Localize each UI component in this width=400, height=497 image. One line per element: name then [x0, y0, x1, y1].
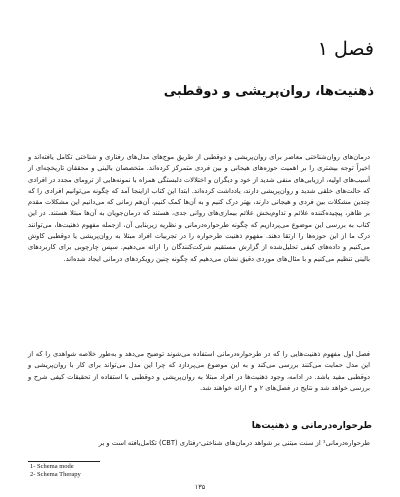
page-number: ۱۳۵: [194, 483, 206, 491]
section-paragraph: طرحواره‌درمانی¹ از سنت مبتنی بر شواهد درمان‌های شناختی-رفتاری (CBT) تکامل‌یافته است و بر: [98, 439, 370, 447]
body-paragraph-2: فصل اول مفهوم ذهنیت‌هایی را که در طرحواره‌درمانی استفاده می‌شوند توضیح می‌دهد و به‌طور خلاصه شواهدی را که از این مدل حمایت می‌کنند بررسی می‌کند و به این موضوع می‌پردازد که چرا این مدل می‌تواند برای کار با روان‌پریشی و دوقطبی مفید باشد. در ادامه، وجود ذهنیت‌ها در افراد مبتلا به روان‌پریشی و دوقطبی با استفاده از تحقیقات کیفی شرح و بررسی خواهد شد و نتایج در فصل‌های ۲ و ۳ ارائه خواهند شد.: [28, 350, 370, 392]
footnote-item: 1- Schema mode: [30, 463, 74, 470]
footnotes: [30, 463, 230, 479]
chapter-title: ذهنیت‌ها، روان‌پریشی و دوقطبی: [163, 84, 374, 99]
body-paragraph-1: درمان‌های روان‌شناختی معاصر برای روان‌پریشی و دوقطبی از طریق موج‌های مدل‌های رفتاری و شناختی تکامل یافته‌اند و اخیراً توجه بیشتری را بر اهمیت حوزه‌های هیجانی و بین فردی متمرکز کرده‌اند. متخصصان بالینی و محققان تاریخچه‌ای از آسیب‌های اولیه، ارزیابی‌های منفی شدید از خود و دیگران و اختلالات دلبستگی همراه با نمونه‌هایی از ترومای مجدد در افرادی که حالت‌های خلقی شدید و روان‌پریشی دارند، یادداشت کرده‌اند. ابتدا این کتاب ازاینجا آمد که چگونه می‌توانیم افرادی را که چندین مشکلات بین فردی و هیجانی دارند، بهتر درک کنیم و به آن‌ها کمک کنیم، آن‌هم زمانی که می‌دانیم این مشکلات مقدم بر ظاهر، پیچیده‌کننده علائم و تداوم‌بخش علائم بیماری‌های روانی جدی، هستند که درمان‌جویان به آن‌ها مبتلا هستند. در این کتاب به بررسی این موضوع می‌پردازیم که چگونه طرحواره‌درمانی و نظریه زیربنایی آن، ازجمله مفهوم ذهنیت‌ها، می‌توانند درک ما از این حوزه‌ها را ارتقا دهند. مفهوم ذهنیت طرحواره را در تجربیات افراد مبتلا به روان‌پریشی یا دوقطبی کاوش می‌کنیم و داده‌های کیفی تحلیل‌شده از گزارش مستقیم شرکت‌کنندگان را ارائه می‌دهیم. سپس چارچوبی برای کاربردهای بالینی تنظیم می‌کنیم و با مثال‌های موردی دقیق نشان می‌دهیم که چگونه چنین رویکردهای درمانی ایجاد شده‌اند.: [28, 153, 370, 263]
chapter-number: فصل ۱: [317, 38, 374, 60]
footnote-item: 2- Schema Therapy: [30, 471, 81, 478]
footnote-divider: [28, 461, 100, 462]
section-heading: طرحواره‌درمانی و ذهنیت‌ها: [251, 421, 372, 431]
